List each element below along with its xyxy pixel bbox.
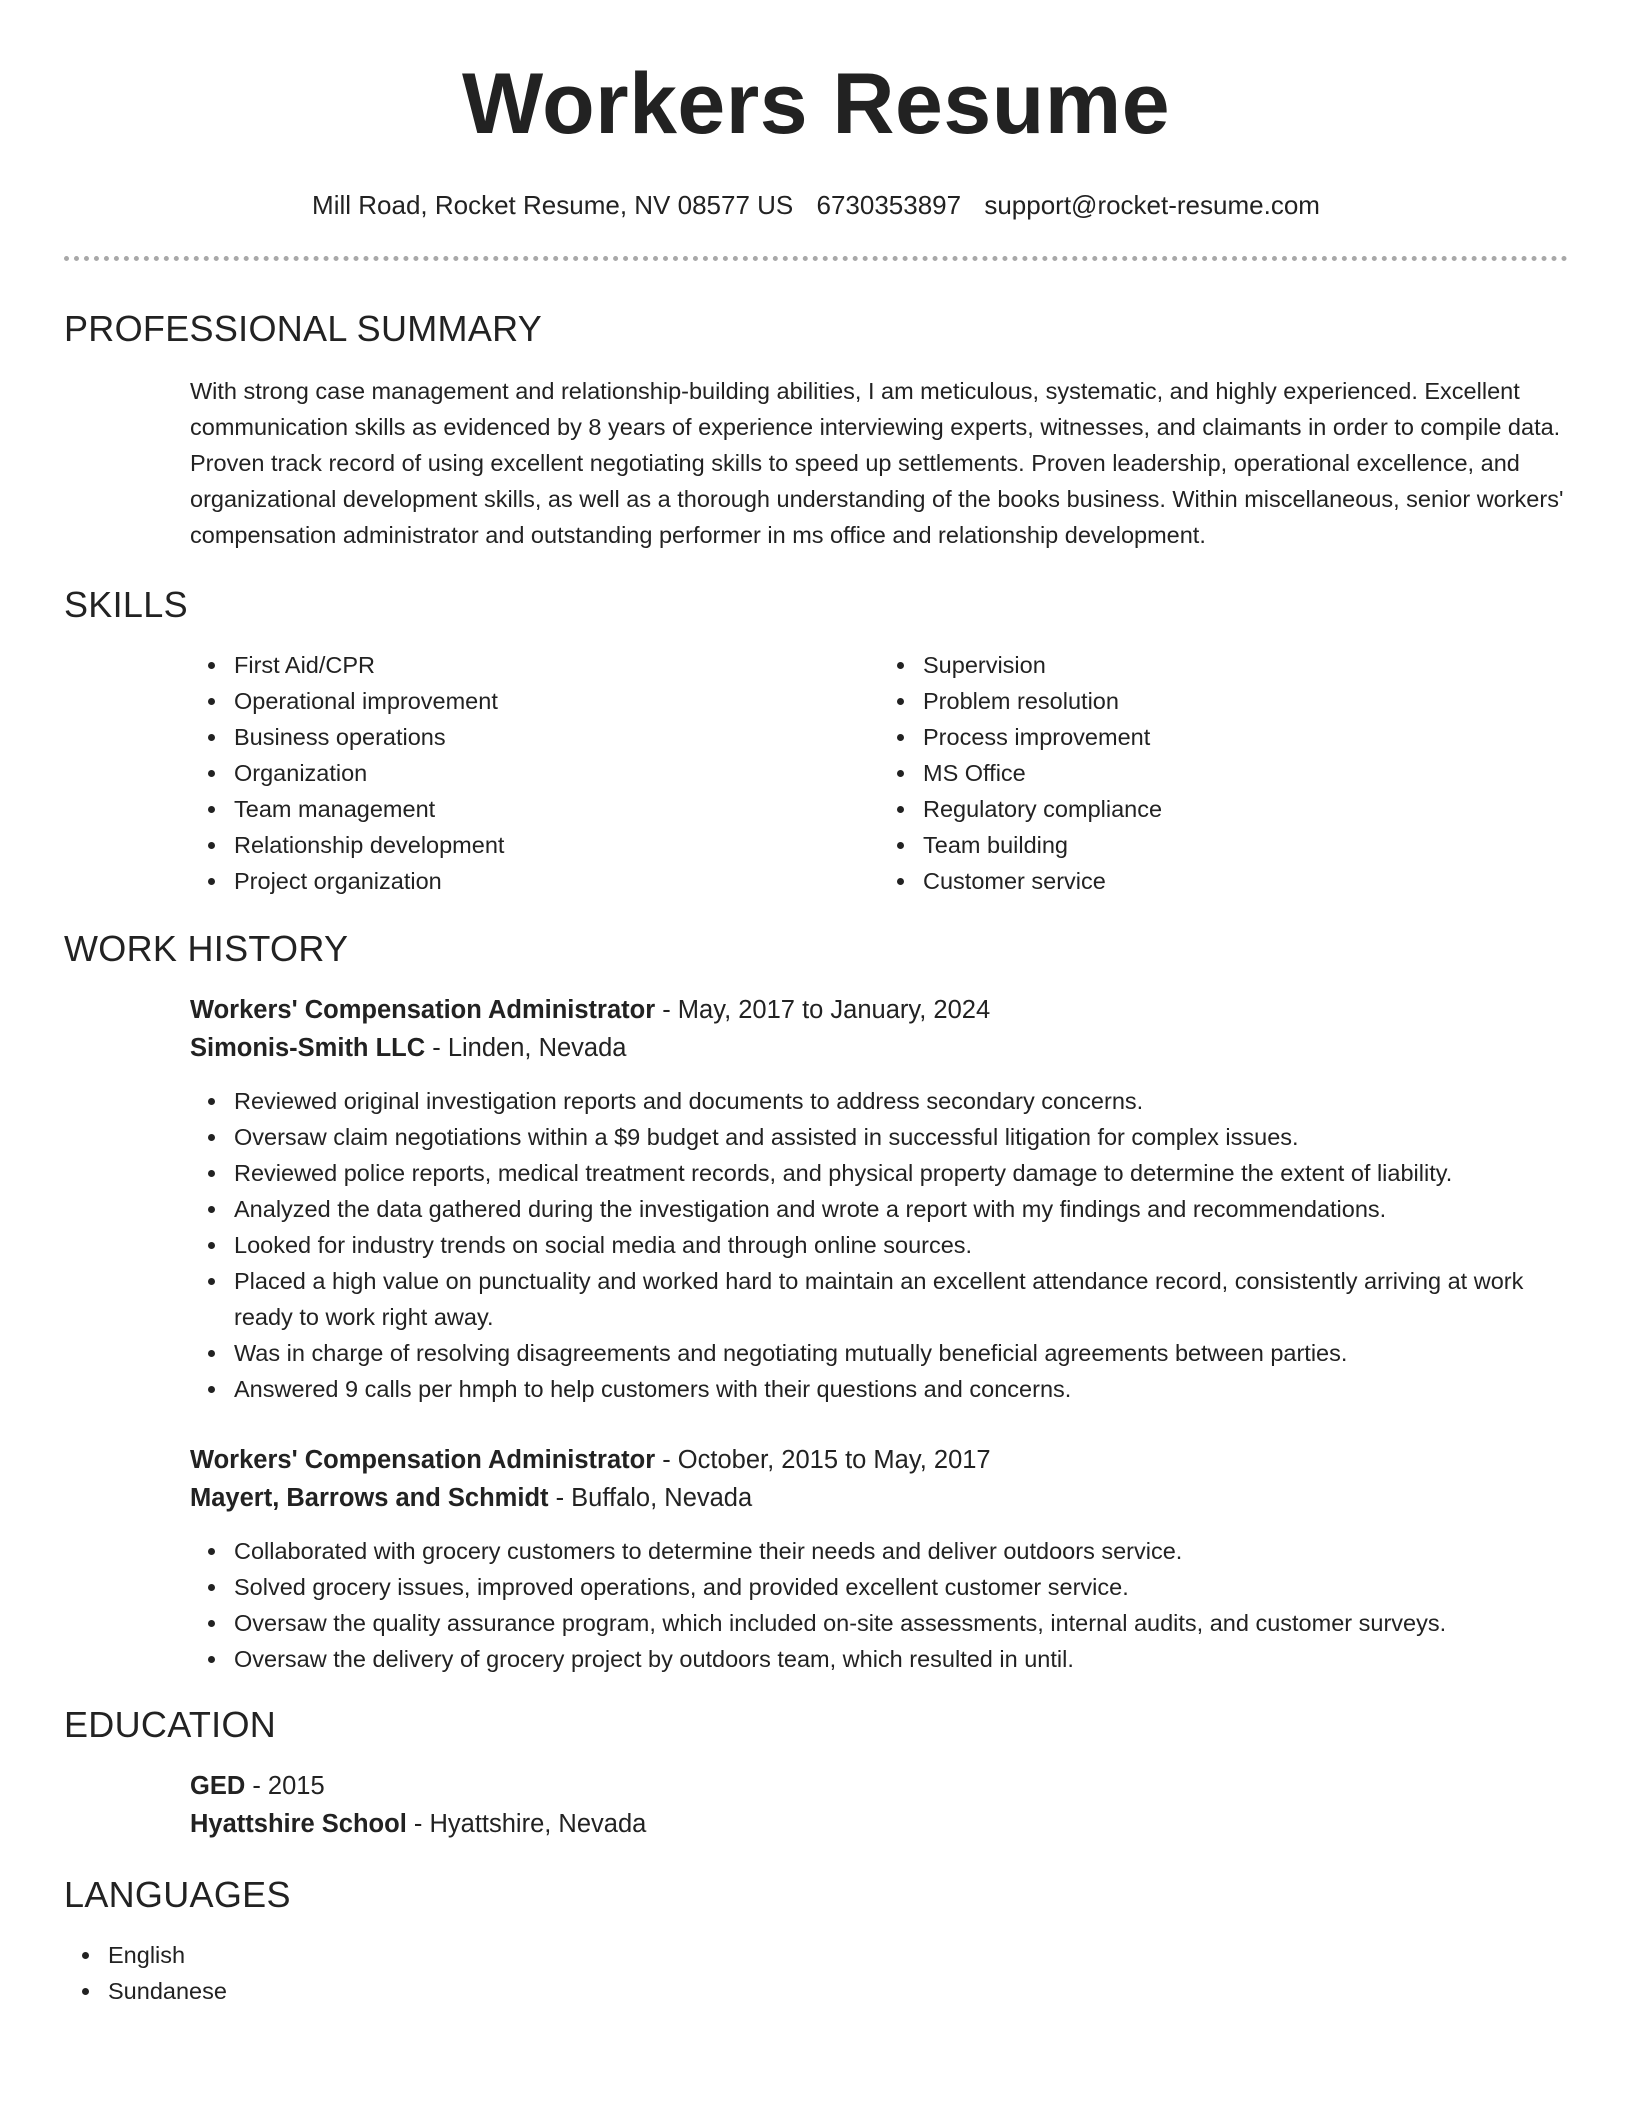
job-duty: Solved grocery issues, improved operations, and provided excellent customer service. — [234, 1569, 1568, 1605]
job-title-line — [190, 991, 1568, 1029]
resume-page — [64, 0, 1568, 2009]
skills-list-right — [879, 647, 1568, 899]
job-location: - Linden, Nevada — [425, 1034, 627, 1062]
job-duty: Oversaw the quality assurance program, which included on-site assessments, internal audits, and customer surveys. — [234, 1605, 1568, 1641]
languages-list — [64, 1937, 1568, 2009]
job-company: Simonis-Smith LLC — [190, 1034, 426, 1062]
section-title-skills: SKILLS — [64, 584, 188, 625]
work-section — [64, 927, 1568, 1677]
job-dates: - May, 2017 to January, 2024 — [655, 996, 991, 1024]
job-company-line — [190, 1029, 1568, 1067]
skill-item: Organization — [234, 755, 879, 791]
resume-name: Workers Resume — [461, 56, 1171, 152]
skill-item: Operational improvement — [234, 683, 879, 719]
skill-item: Team building — [923, 827, 1568, 863]
section-title-work: WORK HISTORY — [64, 928, 349, 969]
education-school-line — [190, 1805, 1568, 1843]
job-duty: Answered 9 calls per hmph to help customers with their questions and concerns. — [234, 1371, 1568, 1407]
job-duty: Analyzed the data gathered during the investigation and wrote a report with my findings and recommendations. — [234, 1191, 1568, 1227]
education-school: Hyattshire School — [190, 1810, 407, 1838]
skill-item: First Aid/CPR — [234, 647, 879, 683]
job-title-line — [190, 1441, 1568, 1479]
job-duties — [190, 1533, 1568, 1677]
section-title-summary: PROFESSIONAL SUMMARY — [64, 308, 543, 349]
job-entry — [190, 991, 1568, 1407]
languages-section — [64, 1873, 1568, 2009]
education-degree: GED — [190, 1772, 246, 1800]
job-role: Workers' Compensation Administrator — [190, 1446, 656, 1474]
job-duty: Placed a high value on punctuality and worked hard to maintain an excellent attendance record, consistently arriving at work ready to work right away. — [234, 1263, 1568, 1335]
summary-section — [64, 307, 1568, 553]
job-role: Workers' Compensation Administrator — [190, 996, 656, 1024]
skills-list-left — [190, 647, 879, 899]
education-location: - Hyattshire, Nevada — [406, 1810, 647, 1838]
skill-item: Regulatory compliance — [923, 791, 1568, 827]
job-duty: Reviewed original investigation reports and documents to address secondary concerns. — [234, 1083, 1568, 1119]
skill-item: Relationship development — [234, 827, 879, 863]
job-company-line — [190, 1479, 1568, 1517]
skills-grid — [190, 647, 1568, 899]
skill-item: Process improvement — [923, 719, 1568, 755]
education-section — [64, 1703, 1568, 1843]
skill-item: Customer service — [923, 863, 1568, 899]
skill-item: Problem resolution — [923, 683, 1568, 719]
job-company: Mayert, Barrows and Schmidt — [190, 1484, 549, 1512]
contact-line — [64, 188, 1568, 222]
skill-item: Business operations — [234, 719, 879, 755]
education-entry — [190, 1767, 1568, 1843]
job-duty: Oversaw claim negotiations within a $9 budget and assisted in successful litigation for complex issues. — [234, 1119, 1568, 1155]
summary-text: With strong case management and relationship-building abilities, I am meticulous, systematic, and highly experienced. Excellent communication skills as evidenced by 8 years of experience interviewing experts, witnesses, and claimants in order to compile data. Proven track record of using excellent negotiating skills to speed up settlements. Proven leadership, operational excellence, and organizational development skills, as well as a thorough understanding of the books business. Within miscellaneous, senior workers' compensation administrator and outstanding performer in ms office and relationship development. — [190, 378, 1564, 548]
job-duty: Reviewed police reports, medical treatment records, and physical property damage to determine the extent of liability. — [234, 1155, 1568, 1191]
contact-address: Mill Road, Rocket Resume, NV 08577 US — [312, 190, 794, 220]
skill-item: Team management — [234, 791, 879, 827]
job-duty: Was in charge of resolving disagreements and negotiating mutually beneficial agreements between parties. — [234, 1335, 1568, 1371]
contact-email: support@rocket-resume.com — [984, 190, 1320, 220]
education-year: - 2015 — [245, 1772, 325, 1800]
contact-phone: 6730353897 — [816, 190, 962, 220]
job-dates: - October, 2015 to May, 2017 — [655, 1446, 991, 1474]
job-duty: Collaborated with grocery customers to determine their needs and deliver outdoors service. — [234, 1533, 1568, 1569]
section-title-languages: LANGUAGES — [64, 1874, 291, 1915]
job-duties — [190, 1083, 1568, 1407]
education-degree-line — [190, 1767, 1568, 1805]
job-location: - Buffalo, Nevada — [548, 1484, 753, 1512]
section-title-education: EDUCATION — [64, 1704, 277, 1745]
job-entry — [190, 1441, 1568, 1677]
language-item: Sundanese — [108, 1973, 1568, 2009]
language-item: English — [108, 1937, 1568, 1973]
job-duty: Looked for industry trends on social media and through online sources. — [234, 1227, 1568, 1263]
job-duty: Oversaw the delivery of grocery project by outdoors team, which resulted in until. — [234, 1641, 1568, 1677]
resume-header — [64, 0, 1568, 261]
skill-item: Project organization — [234, 863, 879, 899]
skill-item: MS Office — [923, 755, 1568, 791]
skills-section — [64, 583, 1568, 899]
skill-item: Supervision — [923, 647, 1568, 683]
header-divider — [64, 256, 1568, 261]
